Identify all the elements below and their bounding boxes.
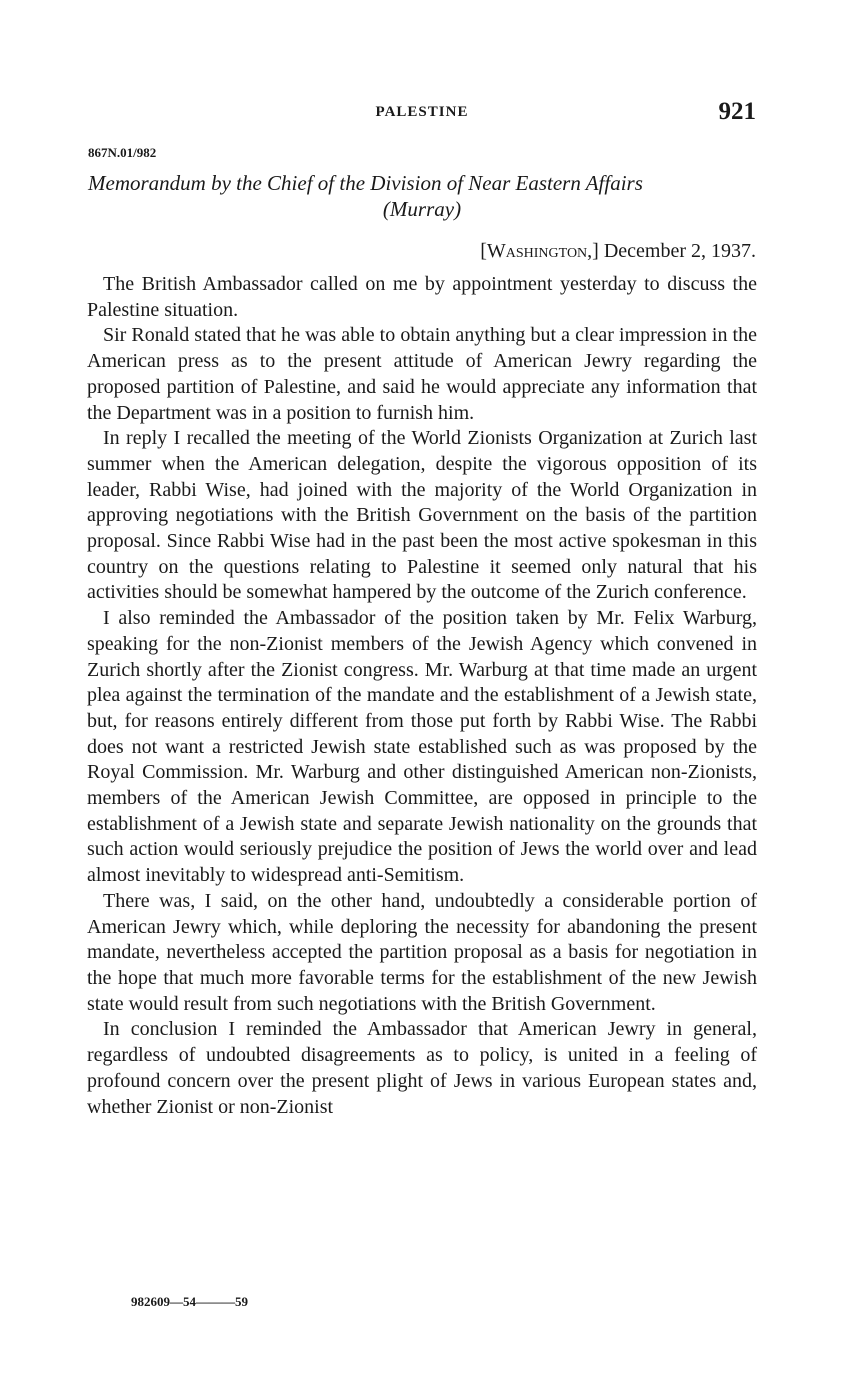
dateline-place: [Washington,]: [480, 240, 599, 262]
paragraph: I also reminded the Ambassador of the position taken by Mr. Felix Warburg, speaking for the non-Zionist members of the Jewish Agency which convened in Zurich shortly after the Zionist congress. Mr. Warburg at that time made an urgent plea against the termination of the mandate and the establishment of a Jewish state, but, for reasons entirely different from those put forth by Rabbi Wise. The Rabbi does not want a restricted Jewish state established such as was proposed by the Royal Commission. Mr. Warburg and other distinguished American non-Zionists, members of the American Jewish Committee, are opposed in principle to the establishment of a Jewish state and separate Jewish nationality on the grounds that such action would seriously prejudice the position of Jews the world over and lead almost inevitably to widespread anti-Semitism.: [87, 607, 757, 887]
file-number: 867N.01/982: [88, 145, 157, 160]
paragraph: In conclusion I reminded the Ambassador that American Jewry in general, regardless of undoubted disagreements as to policy, is united in a feeling of profound concern over the present plight of Jews in various European states and, whether Zionist or non-Zionist: [87, 1018, 757, 1118]
dateline: [88, 240, 756, 263]
dateline-date: December 2, 1937.: [603, 240, 756, 262]
document-title-line-1: Memorandum by the Chief of the Division of Near Eastern Affairs: [88, 171, 643, 195]
paragraph: In reply I recalled the meeting of the World Zionists Organization at Zurich last summer when the American delegation, despite the vigorous opposition of its leader, Rabbi Wise, had joined with the majority of the World Organization in approving negotiations with the British Government on the basis of the partition proposal. Since Rabbi Wise had in the past been the most active spokesman in this country on the questions relating to Palestine it seemed only natural that his activities should be somewhat hampered by the outcome of the Zurich conference.: [87, 427, 757, 604]
document-title-line-2: (Murray): [382, 197, 462, 221]
paragraph: There was, I said, on the other hand, undoubtedly a considerable portion of American Jewry which, while deploring the necessity for abandoning the present mandate, nevertheless accepted the partition proposal as a basis for negotiation in the hope that much more favorable terms for the establishment of the new Jewish state would result from such negotiations with the British Government.: [87, 889, 757, 1015]
page-number: 921: [718, 98, 756, 125]
paragraph: The British Ambassador called on me by appointment yesterday to discuss the Palestine situation.: [87, 273, 757, 321]
printer-code: 982609—54———59: [131, 1294, 248, 1309]
paragraph: Sir Ronald stated that he was able to obtain anything but a clear impression in the American press as to the present attitude of American Jewry regarding the proposed partition of Palestine, and said he would appreciate any information that the Department was in a position to furnish him.: [87, 324, 757, 424]
running-head: [88, 98, 756, 128]
running-title: PALESTINE: [375, 104, 469, 120]
document-title: [88, 170, 756, 222]
memorandum-body: [87, 272, 757, 1120]
